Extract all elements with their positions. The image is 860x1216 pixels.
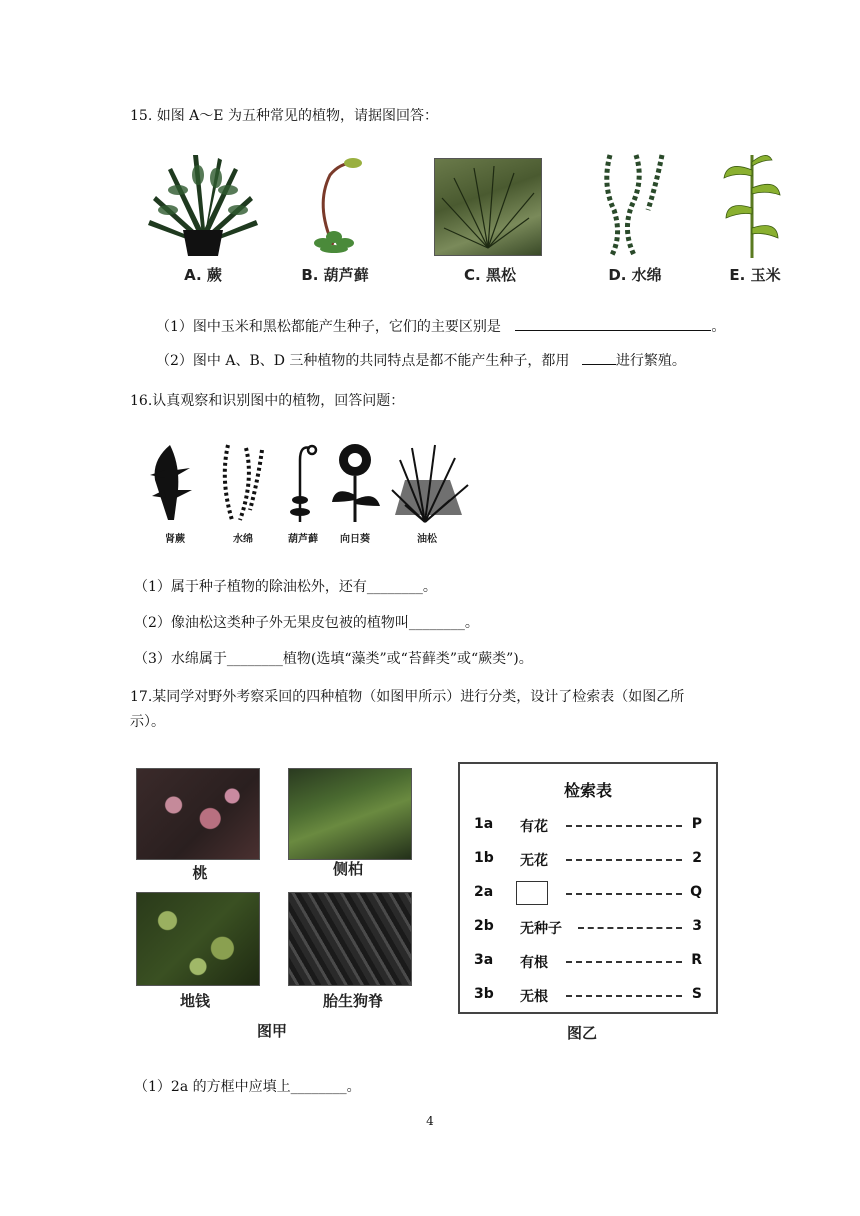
key-answer-box[interactable] xyxy=(516,881,548,905)
figure-b-label: 图乙 xyxy=(566,1024,597,1042)
q17-stem-line2: 示）。 xyxy=(130,714,165,730)
moss-plant-figure xyxy=(305,155,365,255)
q17-stem-line1: 17.某同学对野外考察采回的四种植物（如图甲所示）进行分类，设计了检索表（如图乙所 xyxy=(130,689,685,705)
q16-caption-4: 向日葵 xyxy=(340,534,370,545)
peach-photo xyxy=(136,768,260,860)
q16-plants-figure xyxy=(150,440,480,526)
woodwardia-photo xyxy=(288,892,412,986)
q16-sub3: （3）水绵属于________植物(选填“藻类”或“苔藓类”或“蕨类”)。 xyxy=(134,651,533,667)
key-row-2b: 2b 无种子 3 xyxy=(474,918,702,937)
q15-caption-b: B. 葫芦藓 xyxy=(301,266,369,284)
q17-sub1: （1）2a 的方框中应填上________。 xyxy=(134,1079,361,1095)
q15-stem: 15. 如图 A～E 为五种常见的植物，请据图回答： xyxy=(130,108,438,124)
q15-caption-e: E. 玉米 xyxy=(729,266,781,284)
q15-caption-c: C. 黑松 xyxy=(464,266,516,284)
q15-sub1: （1）图中玉米和黑松都能产生种子，它们的主要区别是 。 xyxy=(156,316,725,338)
spirogyra-figure xyxy=(598,150,678,258)
key-row-1a: 1a 有花 P xyxy=(474,816,702,835)
key-title: 检索表 xyxy=(563,781,612,800)
pine-needles-texture xyxy=(434,158,542,256)
q16-stem: 16.认真观察和识别图中的植物，回答问题： xyxy=(130,393,405,409)
q16-caption-1: 肾蕨 xyxy=(165,534,185,545)
liverwort-photo xyxy=(136,892,260,986)
q17-caption-peach: 桃 xyxy=(192,864,208,882)
q15-sub1-answer-blank[interactable] xyxy=(515,316,711,331)
figure-a-label: 图甲 xyxy=(256,1022,287,1040)
key-row-1b: 1b 无花 2 xyxy=(474,850,702,869)
q17-caption-arborvitae: 侧柏 xyxy=(332,860,363,878)
identification-key xyxy=(458,762,718,1014)
q16-caption-2: 水绵 xyxy=(233,534,253,545)
key-row-2a: 2a Q xyxy=(474,884,704,904)
fern-plant-figure xyxy=(148,150,258,258)
q16-sub2: （2）像油松这类种子外无果皮包被的植物叫________。 xyxy=(134,615,479,631)
q15-sub2-answer-blank[interactable] xyxy=(582,350,616,365)
q15-caption-d: D. 水绵 xyxy=(608,266,662,284)
q15-sub2: （2）图中 A、B、D 三种植物的共同特点是都不能产生种子，都用 进行繁殖。 xyxy=(156,350,686,372)
q16-sub1: （1）属于种子植物的除油松外，还有________。 xyxy=(134,579,437,595)
q17-caption-liverwort: 地钱 xyxy=(179,992,210,1010)
q16-caption-5: 油松 xyxy=(417,534,437,545)
key-row-3b: 3b 无根 S xyxy=(474,986,702,1005)
corn-plant-figure xyxy=(722,150,782,258)
q17-caption-woodwardia: 胎生狗脊 xyxy=(322,992,383,1010)
arborvitae-photo xyxy=(288,768,412,860)
key-row-3a: 3a 有根 R xyxy=(474,952,702,971)
page-number: 4 xyxy=(426,1114,434,1128)
q16-caption-3: 葫芦藓 xyxy=(288,534,318,545)
q15-caption-a: A. 蕨 xyxy=(184,266,222,284)
